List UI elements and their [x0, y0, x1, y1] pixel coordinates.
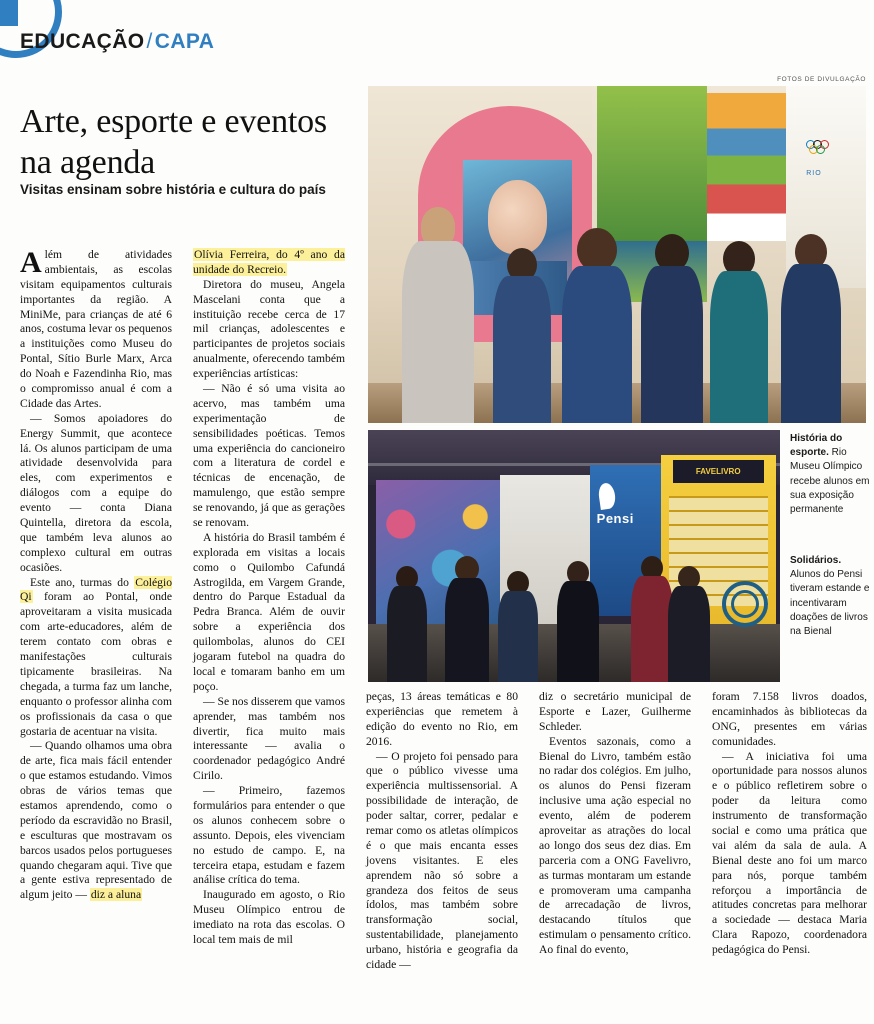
- visitor-figure: [637, 234, 707, 423]
- highlight-diz-a-aluna: diz a aluna: [90, 888, 142, 902]
- paragraph: diz o secretário municipal de Esporte e Lazer, Guilherme Schleder.: [539, 690, 691, 733]
- attendee-figure: [665, 566, 714, 682]
- attendee-figure: [384, 566, 429, 682]
- paragraph: — Não é só uma visita ao acervo, mas também uma experimentação de sensibilidades poéticas. Temos uma experiência do cancioneiro com a literatura de cordel e técnicas de encenação, de mamulengo, que estão sempre se renovando, já que as gerações se renovam.: [193, 382, 345, 530]
- paragraph: — Se nos disserem que vamos aprender, mas também nos divertir, fica muito mais interessante — avalia o coordenador pedagógico André Cirilo.: [193, 694, 346, 783]
- highlight-olivia-ferreira: Olívia Ferreira, do 4º ano da unidade do Recreio.: [193, 248, 345, 276]
- caption-lead: História do esporte.: [790, 433, 843, 459]
- page-subtitle: Visitas ensinam sobre história e cultura do país: [20, 182, 326, 197]
- paragraph: Além de atividades ambientais, as escolas visitam equipamentos culturais importantes da região. A MiniMe, para crianças de até 6 anos, costuma levar os pequenos a instituições como Museu do Pontal, Sítio Burle Marx, Arca do Noah e Fazendinha Rio, mas o compromisso anual é com a Cidade das Artes.: [20, 246, 172, 410]
- attendee-figure: [496, 571, 541, 682]
- decorative-ring: [722, 581, 768, 627]
- olympic-rings-icon: [806, 140, 851, 167]
- attendee-figure: [553, 561, 602, 682]
- paragraph: Eventos sazonais, como a Bienal do Livro, também estão no radar dos colégios. Em julho, os alunos do Pensi fizeram inclusive uma ação especial no evento, além de poderem aproveitar as atrações do local ao longo dos seus dez dias. Em parceria com a ONG Favelivro, as turmas montaram um estande e promoveram uma campanha de arrecadação de livros, destacando títulos que estimulam o pensamento crítico. Ao final do evento,: [539, 734, 691, 957]
- article-column-5: [712, 690, 867, 958]
- photo-credit: FOTOS DE DIVULGAÇÃO: [777, 76, 866, 83]
- page-title: Arte, esporte e eventos na agenda: [20, 102, 327, 182]
- photo-wall-grid: [707, 93, 787, 241]
- visitor-figure: [557, 228, 637, 423]
- favelivro-banner: FAVELIVRO: [673, 460, 764, 483]
- photo-caption: [790, 554, 870, 639]
- kicker-separator: /: [146, 30, 153, 53]
- paragraph: Este ano, turmas do Colégio Qi foram ao Pontal, onde aproveitaram a visita musicada com arte-educadores, além de terem contato com obras e manifestações culturais tipicamente brasileiras. Na chegada, a turma faz um lanche, enquanto o professor alinha com os profissionais da casa o que gostaria de acentuar na visita.: [20, 575, 172, 738]
- caption-lead: Solidários.: [790, 555, 842, 566]
- kicker-topic: CAPA: [154, 30, 215, 53]
- staff-figure: [776, 234, 846, 423]
- article-column-3: [366, 690, 518, 973]
- paragraph: peças, 13 áreas temáticas e 80 experiências que remetem à edição do evento no Rio, em 2016.: [366, 690, 518, 748]
- photo-green-panel: [597, 86, 707, 248]
- article-column-1: [20, 248, 172, 903]
- paragraph: — Somos apoiadores do Energy Summit, que acontece lá. Os alunos participam de uma atividade desenvolvida para eles, com experimentos e diálogos com a equipe do evento — conta Diana Quintella, diretora da escola, que também leva alunos ao complexo cultural em outras ocasiões.: [20, 411, 172, 574]
- highlight-colegio-qi: Colégio Qi: [20, 575, 172, 604]
- museum-exhibition-photo: [368, 86, 866, 423]
- article-column-2: [193, 248, 345, 948]
- kicker-section: EDUCAÇÃO: [20, 30, 145, 53]
- photo-caption: [790, 432, 870, 517]
- article-column-4: [539, 690, 691, 958]
- photo-artwork-portrait: [488, 180, 548, 254]
- pensi-brand-label: Pensi: [596, 510, 634, 526]
- visitor-figure: [707, 241, 772, 423]
- paragraph: — A iniciativa foi uma oportunidade para nossos alunos e o público refletirem sobre o poder da leitura como instrumento de transformação social e como uma prática que vai além da sala de aula. A Bienal deste ano foi um marco para nós, porque também reforçou a importância de atitudes concretas para melhorar a sociedade — destaca Maria Clara Rapozo, coordenadora pedagógica do Pensi.: [712, 749, 867, 957]
- visitor-figure: [488, 248, 558, 423]
- visitor-figure: [398, 207, 478, 423]
- caption-text: Alunos do Pensi tiveram estande e incentivaram doações de livros na Bienal: [790, 569, 870, 637]
- paragraph: A história do Brasil também é explorada em visitas a locais como o Quilombo Cafundá Astrogilda, em Vargem Grande, dentro do Parque Estadual da Pedra Branca. Além de ouvir sobre a experiência dos quilombolas, alunos do CEI jogaram futebol na quadra do local e tomaram banho em um poço.: [193, 530, 345, 693]
- corner-bar-decoration: [0, 0, 18, 26]
- paragraph: [193, 248, 345, 278]
- paragraph: — O projeto foi pensado para que o público vivesse uma experiência multissensorial. A possibilidade de interação, de poder saltar, correr, pedalar e remar como os atletas olímpicos é o que mais encanta esses jovens visitantes. E eles aprendem não só sobre a grandeza dos feitos de seus ídolos, mas também sobre transformação social, sustentabilidade, planejamento urbano, história e geografia da cidade —: [366, 749, 518, 972]
- rio-logo-label: RIO: [806, 170, 822, 178]
- caption-text: Rio Museu Olímpico recebe alunos em sua exposição permanente: [790, 447, 870, 515]
- book-fair-photo: [368, 430, 780, 682]
- paragraph: Diretora do museu, Angela Mascelani conta que a instituição recebe cerca de 17 mil crianças, adolescentes e participantes de projetos sociais anualmente, oferecendo também experiências artísticas:: [193, 277, 345, 381]
- paragraph: Inaugurado em agosto, o Rio Museu Olímpico entrou de imediato na rota das escolas. O local tem mais de mil: [193, 888, 345, 946]
- section-kicker: [20, 30, 214, 54]
- paragraph: — Primeiro, fazemos formulários para entender o que os alunos conhecem sobre o assunto. Depois, eles vivenciam no estudo de campo. E, na terceira etapa, estudam e fazem análise crítica do tema.: [193, 784, 345, 887]
- attendee-figure: [442, 556, 491, 682]
- paragraph: foram 7.158 livros doados, encaminhados às bibliotecas da ONG, presentes em várias comunidades.: [712, 690, 867, 748]
- paragraph: — Quando olhamos uma obra de arte, fica mais fácil entender o que estamos estudando. Vimos obras de vários temas que estamos aprendendo, como o período da escravidão no Brasil, e esculturas que mostravam os barcos usados pelos portugueses quando chegaram aqui. Tive que a gente estiva representado de algum jeito — diz a aluna: [20, 739, 172, 902]
